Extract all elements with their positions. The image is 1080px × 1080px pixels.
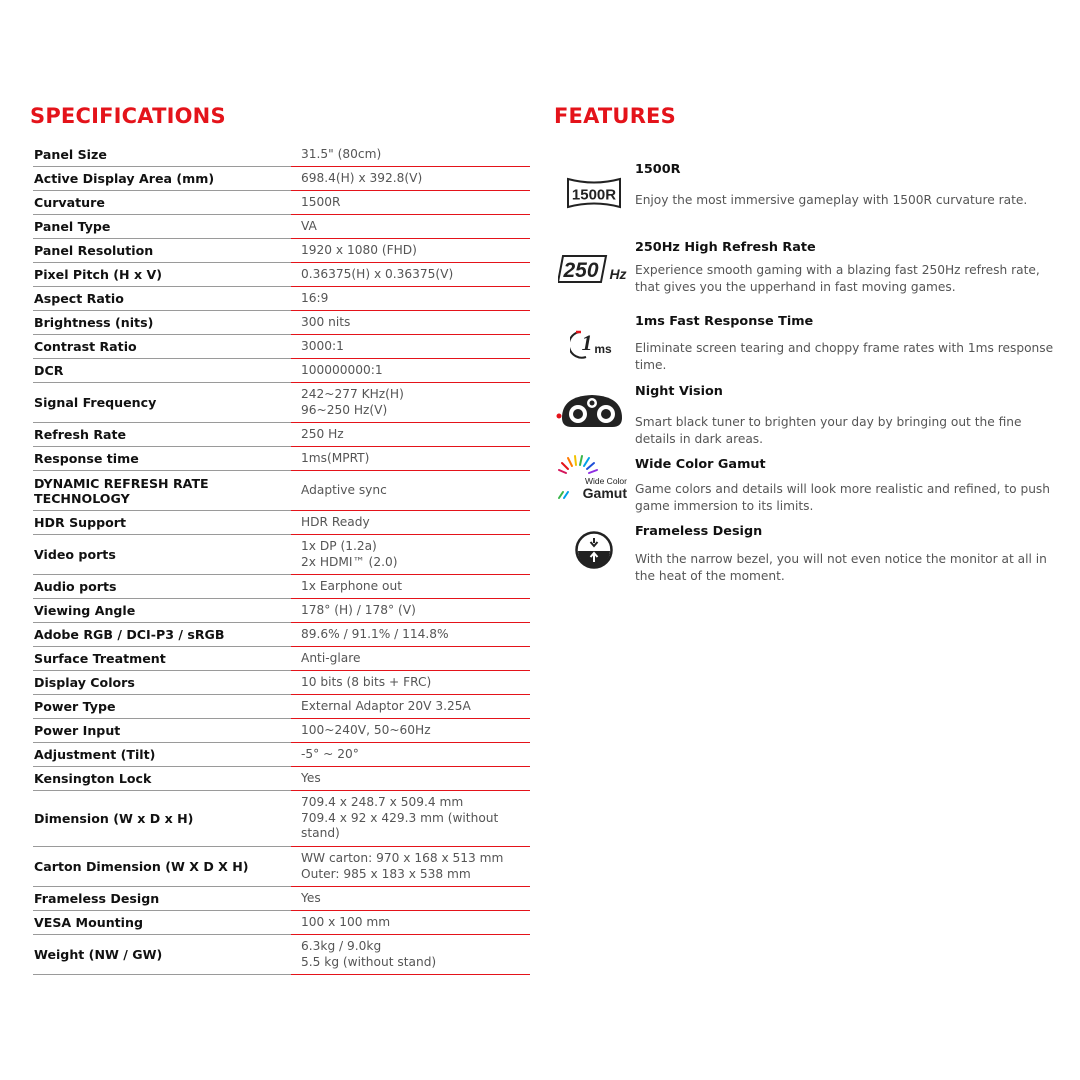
response-icon-unit: ms — [594, 342, 612, 356]
spec-value-line: Yes — [301, 890, 321, 905]
spec-label: Panel Resolution — [33, 239, 291, 263]
spec-label: Response time — [33, 447, 291, 471]
spec-label: Viewing Angle — [33, 599, 291, 623]
spec-value — [299, 575, 530, 598]
spec-value-line: 242~277 KHz(H) — [301, 387, 404, 401]
spec-label: Pixel Pitch (H x V) — [33, 263, 291, 287]
spec-value-line: External Adaptor 20V 3.25A — [301, 698, 471, 713]
spec-row — [33, 847, 530, 887]
spec-row — [33, 535, 530, 575]
spec-label: Power Input — [33, 719, 291, 743]
spec-label: Brightness (nits) — [33, 311, 291, 335]
feature-description: Eliminate screen tearing and choppy frame rates with 1ms response time. — [635, 341, 1054, 372]
spec-label: Refresh Rate — [33, 423, 291, 447]
spec-row — [33, 383, 530, 423]
feature-title: 1ms Fast Response Time — [635, 314, 814, 329]
spec-value-line: VA — [301, 218, 317, 233]
spec-value — [299, 535, 530, 574]
spec-label: Surface Treatment — [33, 647, 291, 671]
spec-value — [299, 511, 530, 534]
spec-row — [33, 647, 530, 671]
spec-value — [299, 191, 530, 214]
spec-label: VESA Mounting — [33, 911, 291, 935]
spec-value — [299, 719, 530, 742]
spec-value-line: 1500R — [301, 194, 341, 209]
spec-row — [33, 447, 530, 471]
spec-row — [33, 511, 530, 535]
spec-value-line: 6.3kg / 9.0kg — [301, 939, 382, 953]
spec-label: Dimension (W x D x H) — [33, 791, 291, 847]
spec-value-line: 1ms(MPRT) — [301, 450, 370, 465]
spec-value — [299, 791, 530, 846]
spec-label: Adjustment (Tilt) — [33, 743, 291, 767]
response-1ms-icon — [570, 326, 618, 360]
spec-value-line: WW carton: 970 x 168 x 513 mm — [301, 851, 504, 865]
feature-description: Experience smooth gaming with a blazing fast 250Hz refresh rate, that gives you the upperhand in fast moving games. — [635, 263, 1040, 294]
spec-label: Adobe RGB / DCI-P3 / sRGB — [33, 623, 291, 647]
spec-row — [33, 423, 530, 447]
spec-row — [33, 215, 530, 239]
spec-value — [299, 263, 530, 286]
spec-label: Kensington Lock — [33, 767, 291, 791]
spec-row — [33, 671, 530, 695]
spec-value-line: 31.5" (80cm) — [301, 146, 382, 161]
spec-row — [33, 719, 530, 743]
gamut-icon-word: Gamut — [582, 485, 627, 501]
spec-value-line: 3000:1 — [301, 338, 344, 353]
feature-title: 1500R — [635, 162, 681, 177]
curvature-1500r-icon — [566, 176, 622, 210]
spec-label: Carton Dimension (W X D X H) — [33, 847, 291, 887]
spec-label: Frameless Design — [33, 887, 291, 911]
spec-row — [33, 575, 530, 599]
spec-label: Weight (NW / GW) — [33, 935, 291, 975]
response-icon-number: 1 — [581, 330, 593, 355]
spec-value-line: 10 bits (8 bits + FRC) — [301, 674, 432, 689]
feature-item-frameless-design — [556, 524, 1056, 584]
specifications-table — [33, 143, 530, 975]
spec-value — [299, 911, 530, 934]
feature-title: Wide Color Gamut — [635, 457, 766, 472]
spec-value — [299, 695, 530, 718]
features-list — [556, 162, 1056, 584]
refresh-icon-unit: Hz — [609, 266, 627, 282]
spec-row — [33, 143, 530, 167]
feature-description: Smart black tuner to brighten your day by bringing out the fine details in dark areas. — [635, 415, 1022, 446]
spec-value — [299, 383, 530, 422]
feature-item-night-vision — [556, 384, 1056, 457]
spec-value-line: Adaptive sync — [301, 482, 387, 497]
spec-value-line: 100 x 100 mm — [301, 914, 391, 929]
refresh-250hz-icon — [558, 254, 630, 284]
spec-row — [33, 287, 530, 311]
spec-value-line: Outer: 985 x 183 x 538 mm — [301, 866, 471, 881]
spec-label: Panel Size — [33, 143, 291, 167]
spec-label: Power Type — [33, 695, 291, 719]
feature-title: Night Vision — [635, 384, 723, 399]
spec-row — [33, 191, 530, 215]
feature-description: Enjoy the most immersive gameplay with 1500R curvature rate. — [635, 193, 1028, 207]
spec-value-line: 100000000:1 — [301, 362, 383, 377]
spec-label: Contrast Ratio — [33, 335, 291, 359]
spec-label: DYNAMIC REFRESH RATE TECHNOLOGY — [33, 471, 291, 511]
feature-item-1ms — [556, 314, 1056, 384]
spec-label: Signal Frequency — [33, 383, 291, 423]
feature-item-250hz — [556, 240, 1056, 314]
spec-label: HDR Support — [33, 511, 291, 535]
spec-value-line: 250 Hz — [301, 426, 344, 441]
spec-value-line: 698.4(H) x 392.8(V) — [301, 170, 423, 185]
spec-row — [33, 911, 530, 935]
spec-label: DCR — [33, 359, 291, 383]
spec-value — [299, 335, 530, 358]
spec-value — [299, 359, 530, 382]
specifications-title: SPECIFICATIONS — [30, 104, 226, 128]
night-vision-icon — [556, 390, 628, 430]
gamut-icon-caption: Wide Color — [584, 476, 627, 486]
spec-value — [299, 311, 530, 334]
spec-value — [299, 767, 530, 790]
spec-value-line: 100~240V, 50~60Hz — [301, 722, 431, 737]
spec-value — [299, 423, 530, 446]
spec-row — [33, 695, 530, 719]
spec-label: Active Display Area (mm) — [33, 167, 291, 191]
spec-value — [299, 471, 530, 510]
spec-value — [299, 887, 530, 910]
spec-label: Panel Type — [33, 215, 291, 239]
spec-value — [299, 239, 530, 262]
spec-value-line: 2x HDMI™ (2.0) — [301, 554, 398, 569]
spec-value-line: 16:9 — [301, 290, 329, 305]
spec-value — [299, 447, 530, 470]
spec-value-line: Anti-glare — [301, 650, 361, 665]
feature-description: With the narrow bezel, you will not even notice the monitor at all in the heat of the moment. — [635, 552, 1047, 583]
spec-label: Audio ports — [33, 575, 291, 599]
spec-value — [299, 647, 530, 670]
spec-value-line: 709.4 x 92 x 429.3 mm (without stand) — [301, 810, 499, 841]
feature-item-1500r — [556, 162, 1056, 240]
spec-value — [299, 847, 530, 886]
spec-value — [299, 143, 530, 166]
spec-row — [33, 599, 530, 623]
feature-title: 250Hz High Refresh Rate — [635, 240, 816, 255]
spec-value-line: 300 nits — [301, 314, 351, 329]
spec-row — [33, 887, 530, 911]
spec-row — [33, 767, 530, 791]
spec-value — [299, 671, 530, 694]
spec-row — [33, 263, 530, 287]
spec-value-line: 1x DP (1.2a) — [301, 539, 377, 553]
wide-color-gamut-icon — [556, 453, 632, 501]
spec-row — [33, 935, 530, 975]
spec-label: Aspect Ratio — [33, 287, 291, 311]
feature-description: Game colors and details will look more realistic and refined, to push game immersion to its limits. — [635, 482, 1050, 513]
spec-label: Video ports — [33, 535, 291, 575]
spec-row — [33, 167, 530, 191]
feature-title: Frameless Design — [635, 524, 763, 539]
spec-row — [33, 335, 530, 359]
spec-value — [299, 743, 530, 766]
spec-row — [33, 743, 530, 767]
spec-label: Curvature — [33, 191, 291, 215]
spec-value-line: -5° ~ 20° — [301, 746, 359, 761]
spec-value-line: Yes — [301, 770, 321, 785]
spec-row — [33, 623, 530, 647]
spec-value-line: 89.6% / 91.1% / 114.8% — [301, 626, 449, 641]
spec-value-line: 96~250 Hz(V) — [301, 402, 388, 417]
features-title: FEATURES — [554, 104, 676, 128]
spec-value-line: HDR Ready — [301, 514, 370, 529]
spec-value-line: 0.36375(H) x 0.36375(V) — [301, 266, 454, 281]
spec-row — [33, 311, 530, 335]
spec-value-line: 709.4 x 248.7 x 509.4 mm — [301, 795, 464, 810]
spec-value — [299, 623, 530, 646]
spec-value-line: 5.5 kg (without stand) — [301, 954, 437, 969]
spec-value-line: 1920 x 1080 (FHD) — [301, 242, 417, 257]
spec-value — [299, 599, 530, 622]
frameless-design-icon — [574, 530, 614, 570]
spec-value-line: 178° (H) / 178° (V) — [301, 602, 416, 617]
feature-item-wide-color-gamut — [556, 457, 1056, 524]
curvature-icon-text: 1500R — [571, 186, 617, 204]
spec-value-line: 1x Earphone out — [301, 578, 402, 593]
refresh-icon-number: 250 — [563, 259, 599, 282]
spec-row — [33, 471, 530, 511]
spec-row — [33, 239, 530, 263]
spec-value — [299, 287, 530, 310]
spec-label: Display Colors — [33, 671, 291, 695]
spec-row — [33, 359, 530, 383]
spec-value — [299, 167, 530, 190]
spec-value — [299, 215, 530, 238]
spec-value — [299, 935, 530, 974]
spec-row — [33, 791, 530, 847]
